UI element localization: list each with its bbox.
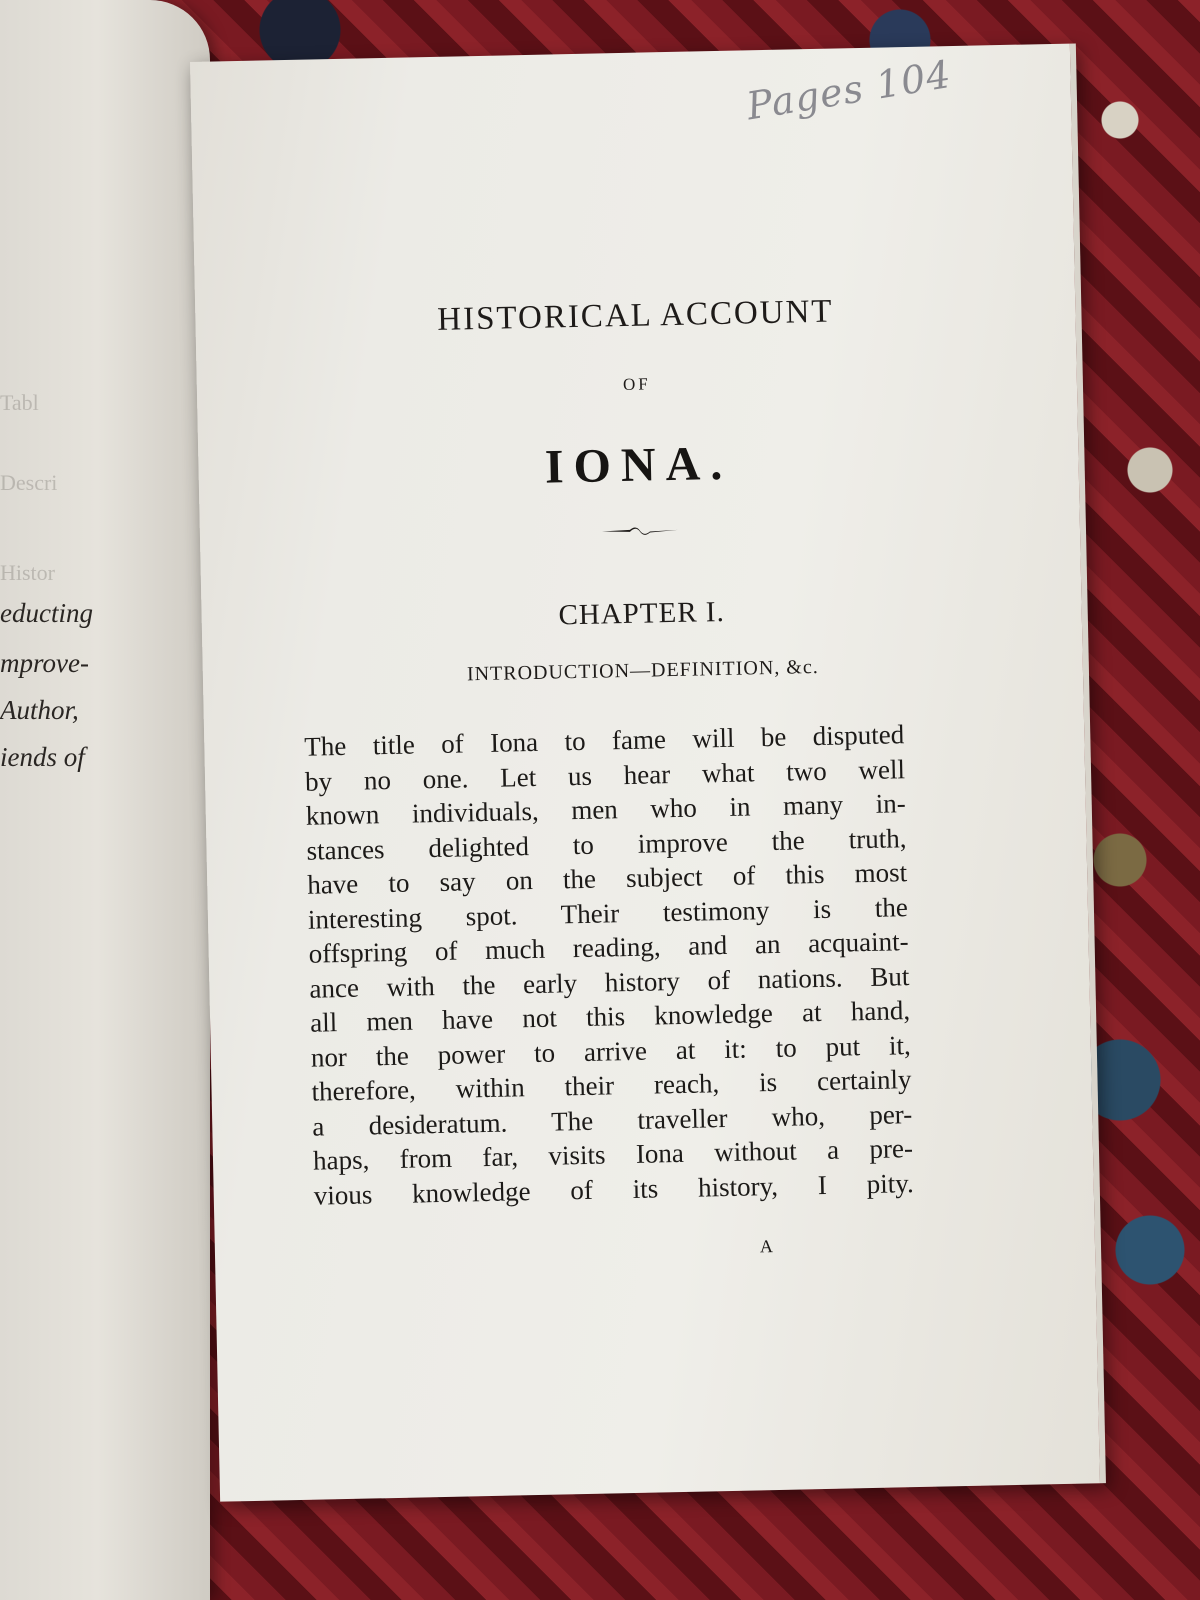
- left-page-line: mprove-: [0, 648, 89, 678]
- text-line: The title of Iona to fame will be disputed: [304, 719, 905, 762]
- text-line: vious knowledge of its history, I pity.: [313, 1167, 914, 1211]
- text-line: interesting spot. Their testimony is the: [307, 891, 909, 935]
- left-page: [0, 0, 210, 1600]
- left-page-line: iends of: [0, 742, 85, 772]
- ornament-divider-icon: [600, 522, 680, 540]
- handwritten-pencil-note: Pages 104: [743, 51, 955, 129]
- chapter-heading: CHAPTER I.: [558, 595, 726, 632]
- chapter-subheading: INTRODUCTION—DEFINITION, &c.: [466, 655, 819, 686]
- title-connector: OF: [622, 374, 651, 395]
- right-page: [190, 43, 1106, 1501]
- book-subject: IONA.: [544, 436, 733, 494]
- text-line: all men have not this knowledge at hand,: [309, 995, 911, 1038]
- left-page-line: educting: [0, 598, 93, 628]
- ornament-divider: [200, 513, 1080, 551]
- text-line: have to say on the subject of this most: [306, 857, 908, 900]
- show-through-text: Tabl: [0, 390, 39, 415]
- text-line: offspring of much reading, and an acquaint-: [308, 926, 909, 969]
- show-through-text: Descri: [0, 470, 58, 495]
- page-title: HISTORICAL ACCOUNT: [436, 293, 834, 338]
- left-page-line: Author,: [0, 695, 79, 725]
- body-text: [304, 717, 914, 1212]
- signature-mark: A: [759, 1236, 774, 1257]
- text-line: known individuals, men who in many in-: [305, 788, 906, 831]
- text-line: stances delighted to improve the truth,: [306, 822, 907, 866]
- text-line: a desideratum. The traveller who, per-: [311, 1098, 913, 1142]
- text-line: ance with the early history of nations. But: [309, 960, 910, 1004]
- text-line: therefore, within their reach, is certainly: [311, 1064, 912, 1107]
- text-line: by no one. Let us hear what two well: [304, 753, 906, 797]
- show-through-text: Histor: [0, 560, 55, 585]
- text-line: nor the power to arrive at it: to put it,: [310, 1029, 912, 1073]
- text-line: haps, from far, visits Iona without a pre-: [312, 1133, 914, 1176]
